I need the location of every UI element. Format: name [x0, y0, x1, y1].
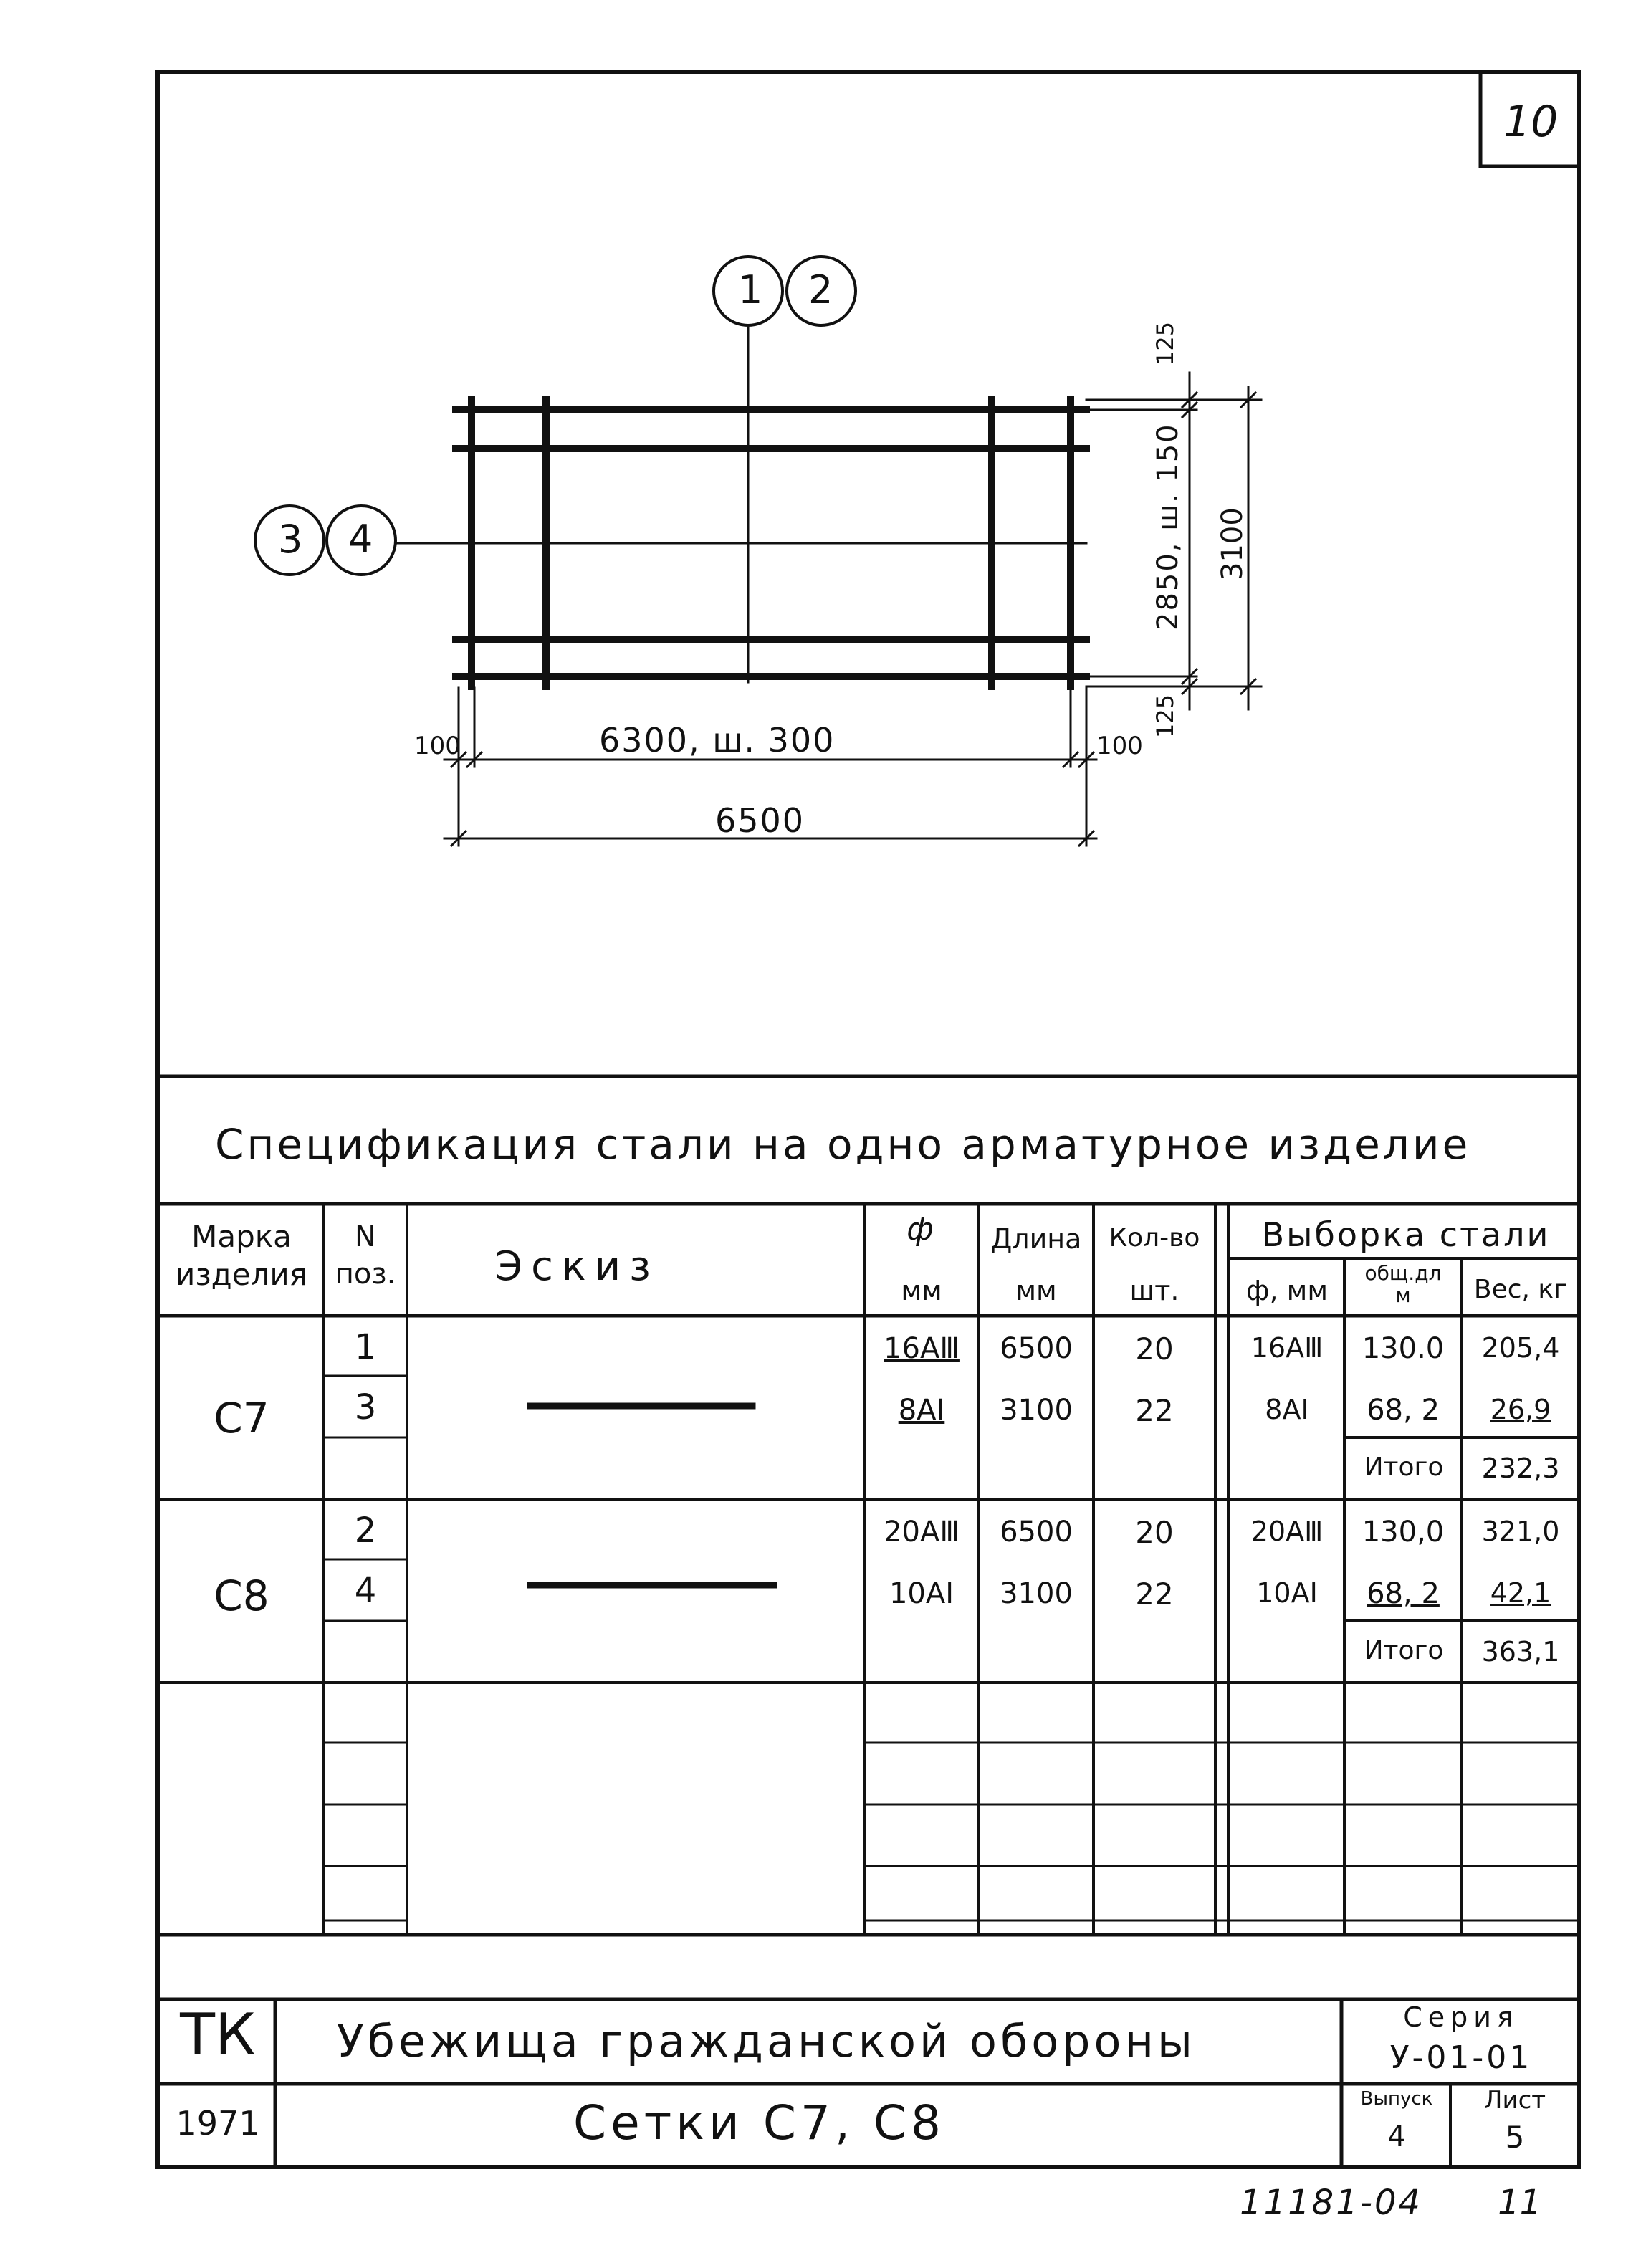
hdr-qty: Кол-во — [1109, 1223, 1200, 1253]
cell-weight: 26,9 — [1490, 1394, 1551, 1425]
series-label: Серия — [1403, 2001, 1519, 2033]
cell-weight: 42,1 — [1490, 1577, 1551, 1609]
total-value: 363,1 — [1481, 1636, 1560, 1667]
hdr-length-unit: мм — [1015, 1275, 1057, 1306]
total-label: Итого — [1364, 1636, 1444, 1665]
cell-qty: 22 — [1135, 1576, 1174, 1612]
hdr-dia: ф — [906, 1211, 934, 1248]
cell-dia: 20АⅢ — [884, 1516, 960, 1549]
hdr-dia-unit: мм — [901, 1275, 942, 1306]
issue-value: 4 — [1387, 2120, 1406, 2153]
footer-code: 11181-04 — [1240, 2183, 1423, 2223]
issue-label: Выпуск — [1360, 2088, 1433, 2110]
table-row: 2 — [354, 1511, 377, 1551]
cell-dia: 16АⅢ — [884, 1332, 960, 1365]
table-row: 1 — [354, 1327, 377, 1367]
hdr-mark: Марка изделия — [176, 1219, 307, 1292]
cell-total-len: 130,0 — [1362, 1516, 1445, 1549]
hdr-pos: N поз. — [335, 1220, 396, 1291]
hdr-length: Длина — [990, 1223, 1082, 1255]
sheet-title: Сетки С7, С8 — [573, 2095, 945, 2150]
project-title: Убежища гражданской обороны — [337, 2015, 1196, 2067]
callout-3: 3 — [278, 517, 303, 562]
cell-total-len: 68, 2 — [1367, 1577, 1440, 1610]
cell-dia: 8АI — [898, 1394, 945, 1427]
table-row: 3 — [354, 1387, 377, 1427]
callout-1: 1 — [738, 267, 763, 312]
total-value: 232,3 — [1481, 1453, 1560, 1484]
cell-sel-dia: 20АⅢ — [1250, 1516, 1324, 1547]
sheet-number: 10 — [1503, 97, 1559, 147]
outer-frame — [158, 72, 1579, 2167]
dim-total-width: 6500 — [715, 801, 805, 840]
dim-inner-width: 6300, ш. 300 — [599, 721, 836, 760]
cell-length: 3100 — [1000, 1577, 1073, 1610]
series-value: У-01-01 — [1389, 2039, 1533, 2076]
dim-bottom-edge: 125 — [1152, 694, 1179, 738]
callout-4: 4 — [348, 517, 373, 562]
cell-total-len: 68, 2 — [1367, 1394, 1440, 1427]
mark-c8: С8 — [214, 1571, 269, 1620]
dim-inner-height: 2850, ш. 150 — [1152, 423, 1185, 631]
footer-page: 11 — [1498, 2183, 1542, 2223]
sheet-label: Лист — [1483, 2086, 1546, 2115]
cell-qty: 22 — [1135, 1393, 1174, 1428]
cell-weight: 205,4 — [1481, 1332, 1560, 1364]
cell-sel-dia: 10АI — [1256, 1577, 1318, 1609]
hdr-selection: Выборка стали — [1261, 1215, 1551, 1254]
cell-dia: 10АI — [889, 1577, 954, 1610]
table-row: 4 — [354, 1571, 377, 1611]
total-label: Итого — [1364, 1453, 1444, 1482]
hdr-sketch: Эскиз — [494, 1243, 659, 1290]
cell-weight: 321,0 — [1481, 1516, 1560, 1547]
cell-qty: 20 — [1135, 1331, 1174, 1367]
spec-title: Спецификация стали на одно арматурное изделие — [215, 1120, 1471, 1169]
dim-total-height: 3100 — [1216, 507, 1249, 580]
org-label: ТК — [180, 2001, 256, 2068]
cell-length: 3100 — [1000, 1394, 1073, 1427]
callout-2: 2 — [808, 267, 833, 312]
hdr-sel-total-len: общ.дл м — [1364, 1261, 1442, 1307]
dim-left-edge: 100 — [414, 732, 461, 760]
dim-right-edge: 100 — [1096, 732, 1143, 760]
cell-qty: 20 — [1135, 1515, 1174, 1550]
mark-c7: С7 — [214, 1394, 269, 1442]
cell-total-len: 130.0 — [1362, 1332, 1445, 1365]
hdr-sel-weight: Вес, кг — [1473, 1275, 1568, 1304]
hdr-qty-unit: шт. — [1129, 1275, 1179, 1306]
dim-top-edge: 125 — [1152, 321, 1179, 365]
cell-sel-dia: 8АI — [1265, 1394, 1309, 1425]
cell-sel-dia: 16АⅢ — [1250, 1332, 1324, 1364]
sheet-value: 5 — [1505, 2120, 1525, 2155]
cell-length: 6500 — [1000, 1332, 1073, 1365]
hdr-sel-dia: ф, мм — [1246, 1275, 1328, 1306]
year-label: 1971 — [176, 2104, 260, 2143]
cell-length: 6500 — [1000, 1516, 1073, 1549]
